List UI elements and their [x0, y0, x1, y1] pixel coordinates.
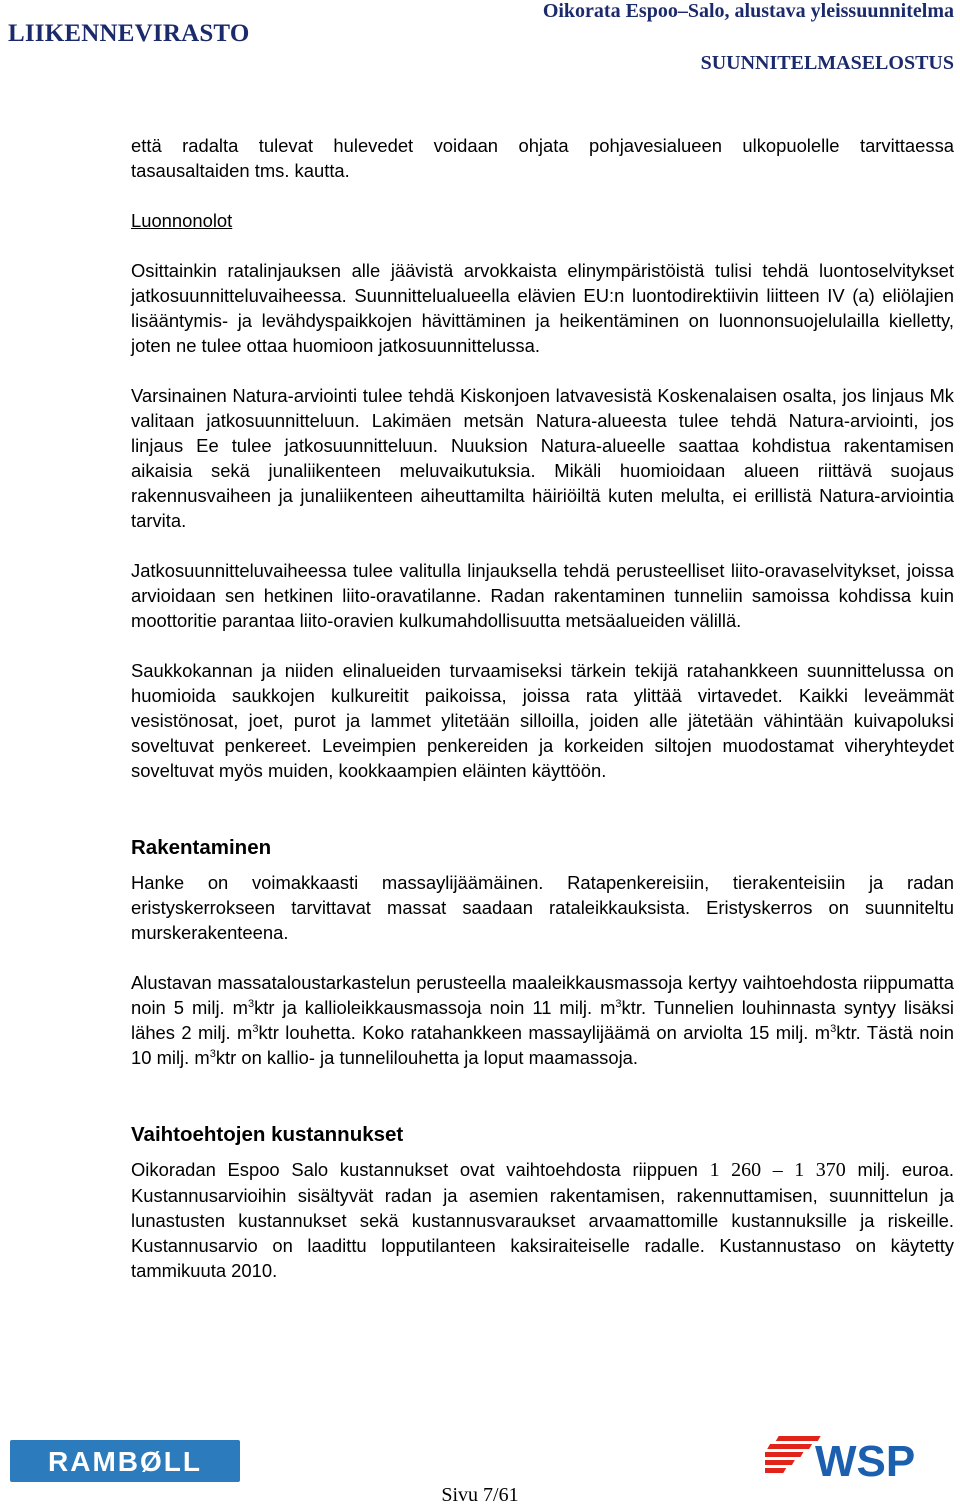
header-document-type: SUUNNITELMASELOSTUS [700, 52, 954, 74]
paragraph-mass-balance: Alustavan massataloustarkastelun perusteella maaleikkausmassoja kertyy vaihtoehdosta riippumatta noin 5 milj. $m^3ktr$ ja kallioleikkausmassoja noin 11 milj. $m^3ktr$. Tunnelien louhinnasta syntyy lisäksi lähes 2 milj. $m^3ktr$ louhetta. Koko ratahankkeen massaylijäämä on arviolta 15 milj. $m^3ktr$. Tästä noin 10 milj. $m^3ktr$ on kallio- ja tunnelilouhetta ja loput maamassoja. [131, 972, 954, 1068]
paragraph: Osittainkin ratalinjauksen alle jäävistä arvokkaista elinympäristöistä tulisi tehdä luontoselvitykset jatkosuunnitteluvaiheessa. Suunnittelualueella elävien EU:n luontodirektiivin liitteen IV (a) eliölajien lisääntymis- ja levähdyspaikkojen hävittäminen ja heikentäminen on luonnonsuojelulailla kielletty, joten ne tulee ottaa huomioon jatkosuunnittelussa. [131, 260, 954, 356]
paragraph: Jatkosuunnitteluvaiheessa tulee valitulla linjauksella tehdä perusteelliset liito-oravaselvitykset, joissa arvioidaan sen hetkinen liito-oravatilanne. Radan rakentaminen tunneliin samoissa kohdissa kuin moottoritie parantaa liito-oravien kulkumahdollisuutta metsäalueiden välillä. [131, 560, 954, 631]
paragraph: Varsinainen Natura-arviointi tulee tehdä Kiskonjoen latvavesistä Koskenalaisen osalta, jos linjaus Mk valitaan jatkosuunnitteluun. Lakimäen metsän Natura-alueesta tulee tehdä Natura-arviointi, jos linjaus Ee tulee jatkosuunnitteluun. Nuuksion Natura-alueelle saattaa kohdistua rakentamisen aikaisia sekä junaliikenteen meluvaikutuksia. Mikäli huomioidaan alueen riittävä suojaus rakennusvaiheen ja junaliikenteen aiheuttamilta häiriöiltä kuten melulta, ei erillistä Natura-arviointia tarvita. [131, 385, 954, 531]
page-number: Sivu 7/61 [441, 1484, 519, 1506]
header-org: LIIKENNEVIRASTO [8, 20, 250, 47]
svg-text:RAMBØLL: RAMBØLL [48, 1446, 202, 1477]
paragraph: Saukkokannan ja niiden elinalueiden turvaamiseksi tärkein tekijä ratahankkeen suunnittelussa on huomioida saukkojen kulkureitit paikoissa, joissa rata ylittää virtavedet. Kaikki leveämmät vesistönosat, joet, purot ja lammet ylitetään silloilla, joiden alle jätetään vähintään kuivapoluksi soveltuvat penkereet. Leveimpien penkereiden ja korkeiden siltojen muodostamat viheryhteydet soveltuvat myös muiden, kookkaampien eläinten käyttöön. [131, 660, 954, 781]
paragraph: että radalta tulevat hulevedet voidaan ohjata pohjavesialueen ulkopuolelle tarvittaessa tasausaltaiden tms. kautta. [131, 135, 954, 181]
svg-text:WSP: WSP [815, 1437, 916, 1484]
wsp-logo [765, 1432, 930, 1484]
paragraph-costs: Oikoradan Espoo Salo kustannukset ovat vaihtoehdosta riippuen 1 260 – 1 370 milj. euroa. Kustannusarvioihin sisältyvät radan ja asemien rakentamisen, rakennuttamisen, suunnittelun ja lunastusten kustannukset sekä kustannusvaraukset arvaamattomille kustannuksille ja riskeille. Kustannusarvio on laadittu lopputilanteen kaksiraiteiselle radalle. Kustannustaso on käytetty tammikuuta 2010. [131, 1159, 954, 1281]
ramboll-logo [10, 1440, 240, 1482]
cost-range: 1 260 – 1 370 [709, 1159, 846, 1181]
document-body [131, 133, 954, 1283]
paragraph: Hanke on voimakkaasti massaylijäämäinen. Ratapenkereisiin, tierakenteisiin ja radan eristyskerrokseen tarvittavat massat saadaan rataleikkauksista. Eristyskerros on suunniteltu murskerakenteena. [131, 872, 954, 943]
section-heading-rakentaminen: Rakentaminen [131, 836, 272, 859]
luonnonolot-link[interactable]: Luonnonolot [131, 210, 233, 231]
header-project-title: Oikorata Espoo–Salo, alustava yleissuunnitelma [542, 0, 954, 22]
section-heading-kustannukset: Vaihtoehtojen kustannukset [131, 1123, 404, 1146]
